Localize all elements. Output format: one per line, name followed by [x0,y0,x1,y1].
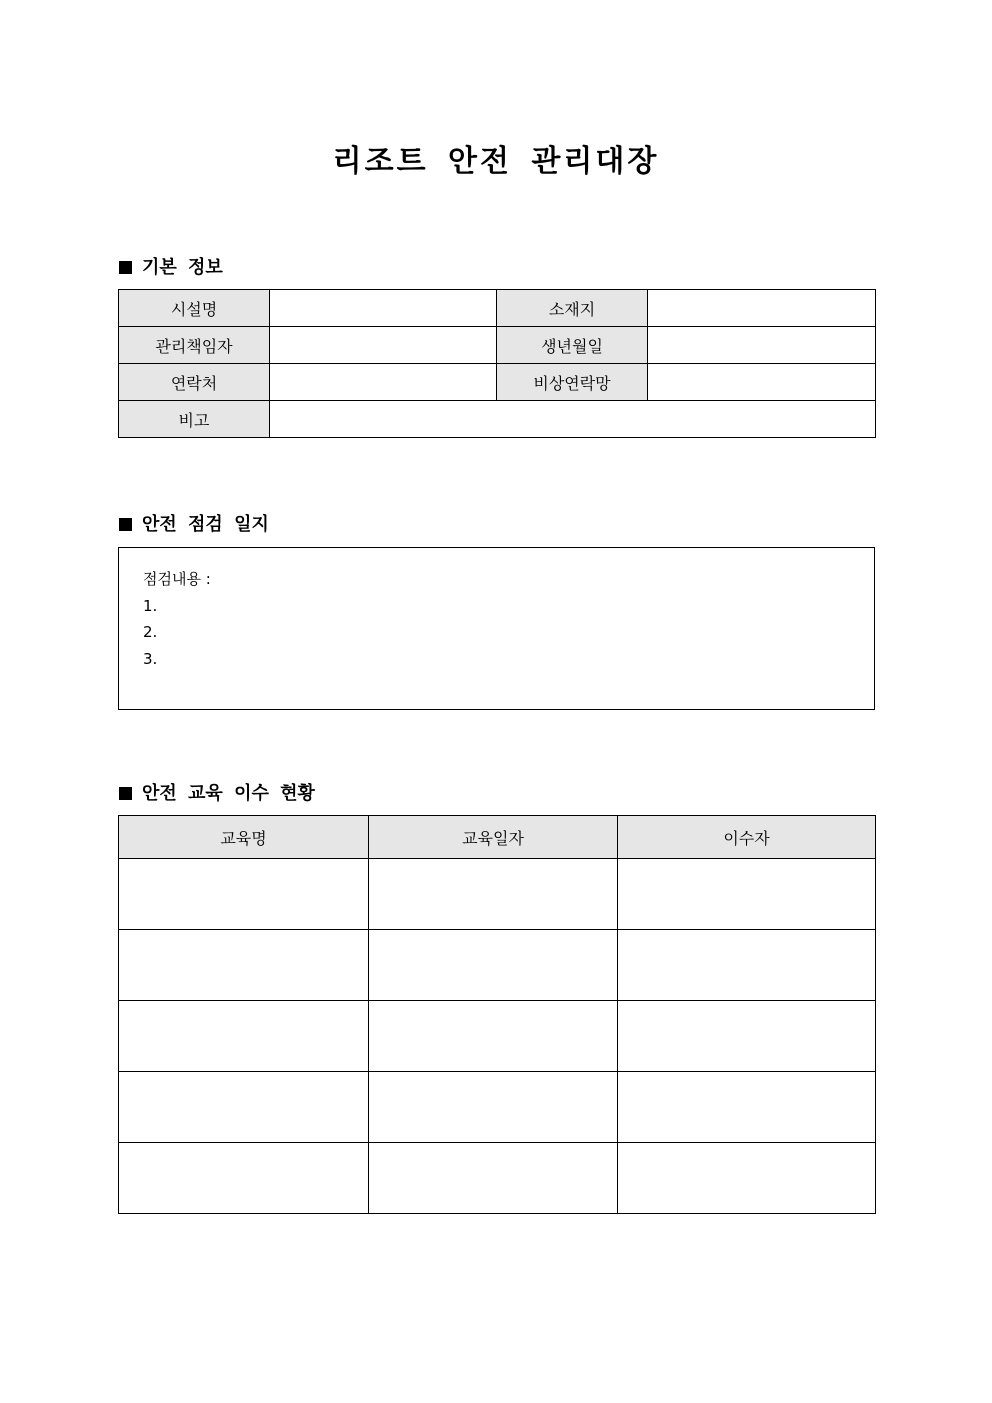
emergency-value-cell[interactable] [648,364,876,401]
contact-value-cell[interactable] [270,364,497,401]
table-row [119,401,876,438]
trainee-cell[interactable] [618,859,876,930]
log-item: 3. [143,649,158,668]
date-cell[interactable] [369,930,618,1001]
inspection-log-box[interactable] [118,547,875,710]
course-cell[interactable] [119,930,369,1001]
section-title-edu [119,779,315,805]
location-label: 소재지 [497,290,648,327]
contact-label: 연락처 [119,364,270,401]
section-label: 안전 교육 이수 현황 [142,783,315,804]
trainee-cell[interactable] [618,930,876,1001]
square-bullet-icon [119,518,132,531]
course-cell[interactable] [119,1143,369,1214]
section-title-basic [119,253,223,279]
trainee-cell[interactable] [618,1001,876,1072]
square-bullet-icon [119,261,132,274]
course-cell[interactable] [119,859,369,930]
education-table [118,815,876,1214]
log-item: 1. [143,596,158,615]
note-label: 비고 [119,401,270,438]
table-row [119,1001,876,1072]
square-bullet-icon [119,787,132,800]
section-label: 안전 점검 일지 [142,514,269,535]
column-header-course: 교육명 [119,816,369,859]
table-row [119,930,876,1001]
date-cell[interactable] [369,1072,618,1143]
column-header-trainee: 이수자 [618,816,876,859]
table-row [119,327,876,364]
date-cell[interactable] [369,1143,618,1214]
table-header-row [119,816,876,859]
column-header-date: 교육일자 [369,816,618,859]
date-cell[interactable] [369,859,618,930]
date-cell[interactable] [369,1001,618,1072]
facility-value-cell[interactable] [270,290,497,327]
section-label: 기본 정보 [142,257,223,278]
manager-value-cell[interactable] [270,327,497,364]
trainee-cell[interactable] [618,1072,876,1143]
birth-value-cell[interactable] [648,327,876,364]
section-title-log [119,510,269,536]
table-row [119,290,876,327]
trainee-cell[interactable] [618,1143,876,1214]
log-heading: 점검내용 : [143,570,211,588]
course-cell[interactable] [119,1072,369,1143]
course-cell[interactable] [119,1001,369,1072]
emergency-label: 비상연락망 [497,364,648,401]
table-row [119,364,876,401]
birth-label: 생년월일 [497,327,648,364]
basic-info-table [118,289,876,438]
location-value-cell[interactable] [648,290,876,327]
table-row [119,1143,876,1214]
log-item: 2. [143,623,158,641]
manager-label: 관리책임자 [119,327,270,364]
note-value-cell[interactable] [270,401,876,438]
page-title: 리조트 안전 관리대장 [332,144,660,179]
table-row [119,1072,876,1143]
table-row [119,859,876,930]
facility-label: 시설명 [119,290,270,327]
